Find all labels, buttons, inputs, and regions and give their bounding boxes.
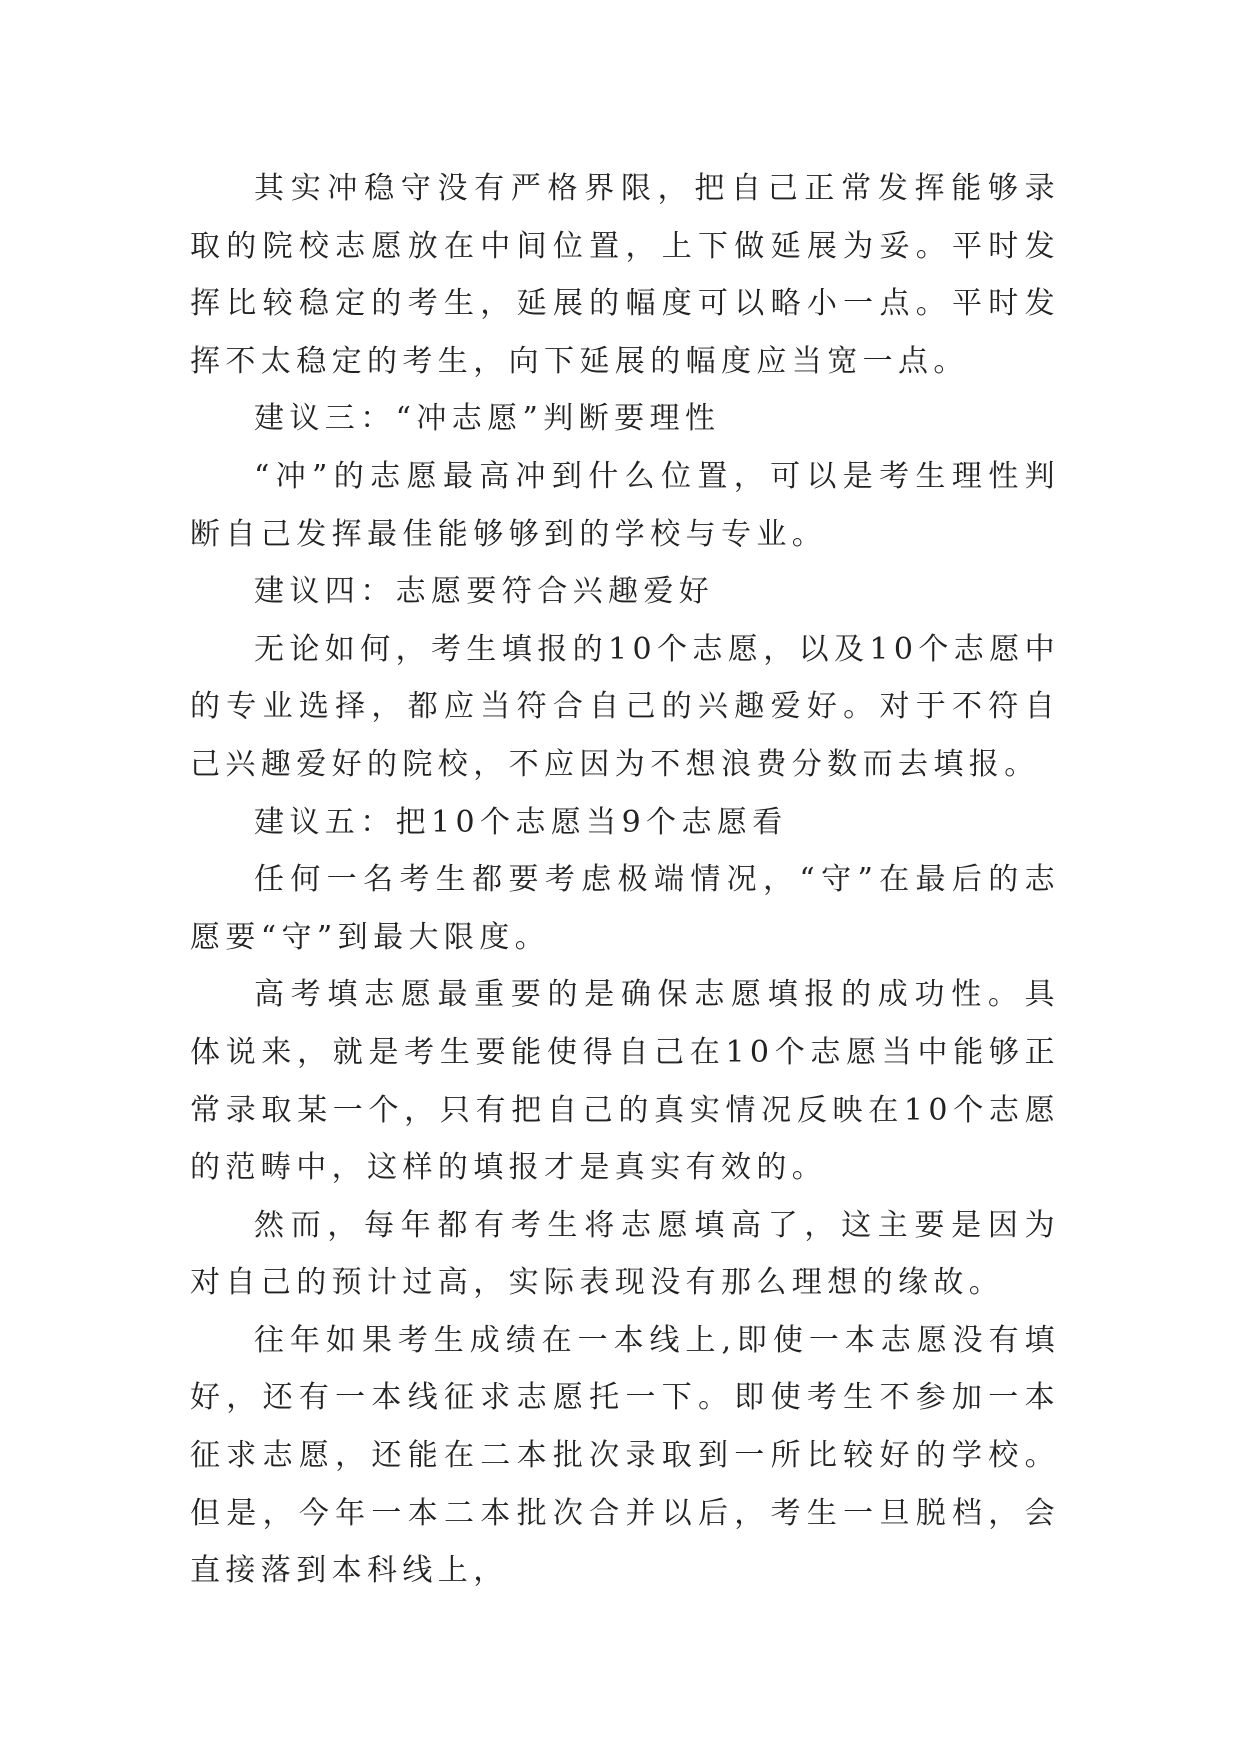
paragraph-intro: 其实冲稳守没有严格界限，把自己正常发挥能够录取的院校志愿放在中间位置，上下做延展为妥。平时发挥比较稳定的考生，延展的幅度可以略小一点。平时发挥不太稳定的考生，向下延展的幅度应当宽一点。 — [190, 171, 1060, 379]
heading-suggestion-4: 建议四：志愿要符合兴趣爱好 — [254, 574, 715, 610]
paragraph-suggestion-5: 任何一名考生都要考虑极端情况，“守”在最后的志愿要“守”到最大限度。 — [190, 862, 1060, 955]
paragraph-suggestion-4: 无论如何，考生填报的10个志愿，以及10个志愿中的专业选择，都应当符合自己的兴趣爱好。对于不符自己兴趣爱好的院校，不应因为不想浪费分数而去填报。 — [190, 631, 1060, 782]
paragraph-suggestion-3: “冲”的志愿最高冲到什么位置，可以是考生理性判断自己发挥最佳能够够到的学校与专业。 — [190, 458, 1060, 552]
paragraph-importance: 高考填志愿最重要的是确保志愿填报的成功性。具体说来，就是考生要能使得自己在10个志愿当中能够正常录取某一个，只有把自己的真实情况反映在10个志愿的范畴中，这样的填报才是真实有效的。 — [190, 977, 1060, 1186]
heading-suggestion-5: 建议五：把10个志愿当9个志愿看 — [254, 804, 788, 840]
heading-suggestion-3: 建议三：“冲志愿”判断要理性 — [254, 401, 721, 437]
paragraph-past-years: 往年如果考生成绩在一本线上,即使一本志愿没有填好，还有一本线征求志愿托一下。即使考生不参加一本征求志愿，还能在二本批次录取到一所比较好的学校。但是，今年一本二本批次合并以后，考生一旦脱档，会直接落到本科线上， — [190, 1322, 1060, 1589]
document-body — [190, 160, 1060, 1600]
paragraph-overestimate: 然而，每年都有考生将志愿填高了，这主要是因为对自己的预计过高，实际表现没有那么理想的缘故。 — [190, 1207, 1060, 1301]
